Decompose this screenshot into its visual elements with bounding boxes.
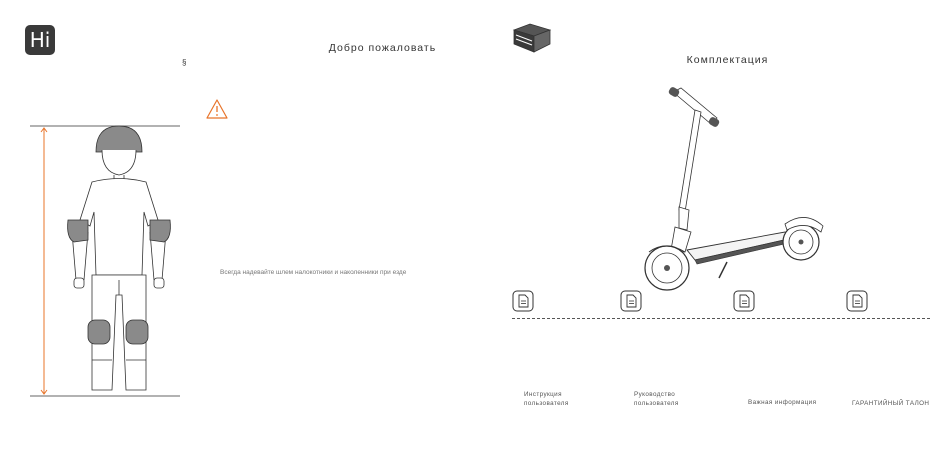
warning-triangle-icon bbox=[206, 99, 228, 119]
page-title-contents: Комплектация bbox=[686, 54, 769, 66]
item-label-warranty-card: ГАРАНТИЙНЫЙ ТАЛОН bbox=[852, 400, 930, 407]
document-icon bbox=[846, 290, 868, 312]
item-label-user-instruction: Инструкция пользователя bbox=[524, 391, 569, 407]
warning-text: Всегда надевайте шлем налокотники и наколенники при езде bbox=[220, 269, 407, 276]
document-icon bbox=[733, 290, 755, 312]
item-label-important-info: Важная информация bbox=[748, 399, 817, 406]
divider-dashed bbox=[512, 318, 930, 319]
rider-protective-gear-illustration bbox=[30, 120, 190, 402]
section-mark: § bbox=[182, 58, 187, 67]
document-icon bbox=[620, 290, 642, 312]
hi-badge: Hi bbox=[25, 25, 55, 55]
package-box-icon bbox=[512, 22, 552, 54]
page-title-welcome: Добро пожаловать bbox=[328, 42, 437, 54]
item-label-user-guide: Руководство пользователя bbox=[634, 391, 679, 407]
scooter-illustration bbox=[635, 82, 835, 294]
document-icon bbox=[512, 290, 534, 312]
